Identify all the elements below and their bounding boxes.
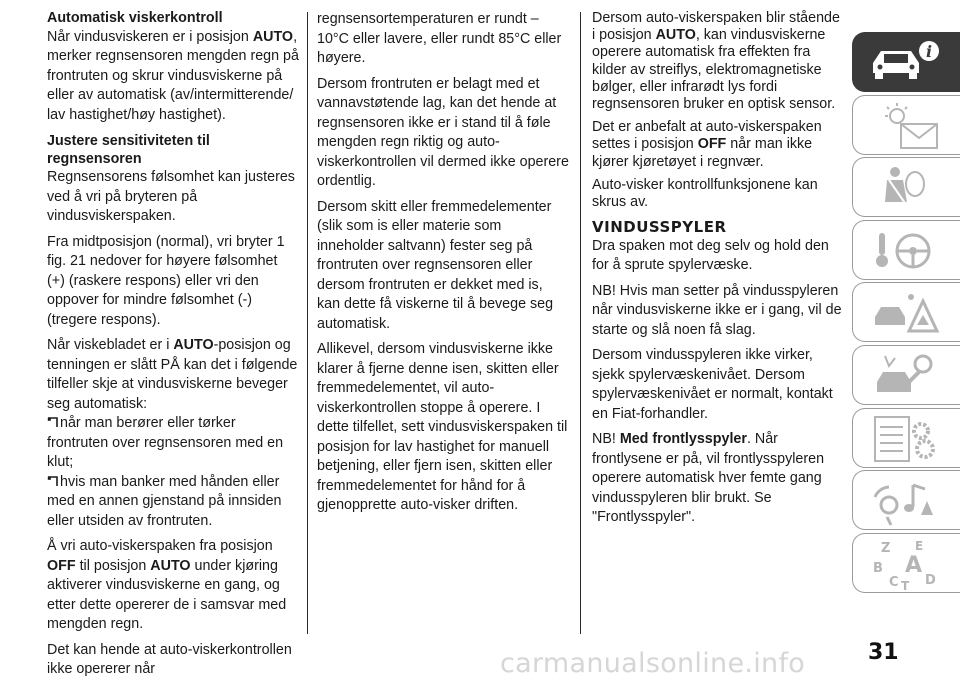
text-segment: Å vri auto-viskerspaken fra posisjon xyxy=(47,538,273,555)
bold-term-frontlysspyler: Med frontlysspyler xyxy=(619,431,747,448)
index-letter: A xyxy=(905,552,923,578)
index-icon xyxy=(865,538,945,590)
text-segment: til posisjon xyxy=(75,557,151,574)
text-segment: Når viskebladet er i xyxy=(47,337,174,354)
svg-text:i: i xyxy=(926,42,933,61)
index-letter: E xyxy=(915,538,924,553)
page-number: 31 xyxy=(868,640,899,665)
paragraph-recommend-off xyxy=(592,119,842,171)
index-letter: C xyxy=(889,574,899,590)
paragraph-auto-cases xyxy=(47,336,299,414)
text-segment: under kjøring aktiverer vindusviskerne en gang, og etter dette opererer de i samsvar med mengden regn. xyxy=(47,557,287,633)
heading-automatisk-viskerkontroll: Automatisk viskerkontroll xyxy=(47,10,223,26)
tab-car-info[interactable] xyxy=(852,32,960,92)
bullet-item xyxy=(47,473,299,532)
chapter-tabs xyxy=(852,32,960,595)
index-letter: B xyxy=(873,560,883,576)
bold-term-off: OFF xyxy=(697,136,727,153)
heading-justere-sensitivitet: Justere sensitiviteten til regnsensoren xyxy=(47,133,210,167)
watermark: carmanualsonline.info xyxy=(500,648,806,679)
tab-emergency[interactable] xyxy=(852,282,960,342)
paragraph-dirt-foreign: Dersom skitt eller fremmedelementer (slik som is eller materie som inneholder saltvann) fester seg på frontruten over regnsensoren eller dersom frontruten er dekket med is, kan dette få viskerne til å bevege seg automatisk. xyxy=(317,198,554,332)
paragraph-can-disable: Auto-visker kontrollfunksjonene kan skrus av. xyxy=(592,176,818,211)
text-segment: NB! xyxy=(592,431,620,448)
text-column-2 xyxy=(317,10,569,522)
bold-term-auto: AUTO xyxy=(173,337,214,354)
index-letter: Z xyxy=(881,540,891,556)
heading-vindusspyler: VINDUSSPYLER xyxy=(592,218,727,237)
paragraph-stray-light xyxy=(592,10,842,113)
tab-starting-driving[interactable] xyxy=(852,220,960,280)
paragraph-off-to-auto xyxy=(47,537,299,635)
paragraph-auto-intro xyxy=(47,28,299,126)
column-divider xyxy=(580,12,581,634)
tab-index[interactable] xyxy=(852,533,960,593)
text-segment: -posisjon og tenningen er slått PÅ kan det i følgende tilfeller skje at vindusviskerne beveger seg automatisk: xyxy=(47,337,298,412)
text-segment: Når vindusviskeren er i posisjon xyxy=(47,28,253,45)
bold-term-auto: AUTO xyxy=(252,28,294,45)
safety-airbag-icon xyxy=(865,162,945,214)
column-divider xyxy=(307,12,308,634)
paragraph-stop-operating: Allikevel, dersom vindusviskerne ikke klarer å fjerne denne isen, skitten eller fremmedelementet, vil auto-viskerkontrollen stoppe å operere. I dette tilfellet, sett vindusviskerspaken til posisjon for lav hastighet for manuell betjening, eller fjern isen, skitten eller fremmedelementet for hånd for å gjenopprette auto-visker driften. xyxy=(317,341,568,513)
bold-term-auto: AUTO xyxy=(150,557,191,574)
bullet-icon xyxy=(47,417,58,428)
paragraph-pull-lever: Dra spaken mot deg selv og hold den for å sprute spylervæske. xyxy=(592,237,829,274)
tab-maintenance[interactable] xyxy=(852,345,960,405)
warning-lights-icon xyxy=(865,100,945,152)
paragraph-switch-direction: Fra midtposisjon (normal), vri bryter 1 fig. 21 nedover for høyere følsomhet (+) (raskere respons) eller vri den oppover for mindre følsomhet (-) (tregere respons). xyxy=(47,233,285,328)
paragraph-headlight-washer xyxy=(592,430,842,528)
starting-driving-icon xyxy=(865,225,945,277)
paragraph-water-repellent: Dersom frontruten er belagt med et vannavstøtende lag, kan det hende at regnsensoren ikke er i stand til å føle mengden regn riktig og auto-viskerkontrollen vil dermed ikke operere ordentlig. xyxy=(317,75,569,189)
text-segment: når man ikke kjører kjøretøyet i regnvær. xyxy=(592,136,813,170)
text-segment: , merker regnsensoren mengden regn på frontruten og skrur vindusviskerne på eller av automatisk (av/intermitterende/ lav hastighet/høy hastighet). xyxy=(47,28,299,123)
text-segment: , kan vindusviskerne operere automatisk fra effekten fra kilder av streiflys, elektromagnetiske bølger, eller infrarødt lys fordi regnsensoren bruker en optisk sensor. xyxy=(592,27,836,113)
text-segment: . Når frontlysene er på, vil frontlysspyleren operere automatisk hver femte gang vindusspyleren blir brukt. Se "Frontlysspyler". xyxy=(592,431,825,526)
maintenance-icon xyxy=(865,350,945,402)
bold-term-off: OFF xyxy=(47,557,76,574)
paragraph-check-fluid: Dersom vindusspyleren ikke virker, sjekk spylervæskenivået. Dersom spylervæskenivået er normalt, kontakt en Fiat-forhandler. xyxy=(592,347,833,422)
bold-term-auto: AUTO xyxy=(655,27,696,44)
text-segment: Dersom auto-viskerspaken blir stående i posisjon xyxy=(592,10,840,44)
index-letter: T xyxy=(901,578,910,590)
emergency-icon xyxy=(865,287,945,339)
bullet-icon xyxy=(47,476,58,487)
index-letter: D xyxy=(925,572,936,588)
bullet-item xyxy=(47,414,299,473)
paragraph-temperature: regnsensortemperaturen er rundt –10°C eller lavere, eller rundt 85°C eller høyere. xyxy=(317,11,562,66)
car-info-icon xyxy=(865,37,945,89)
bullet-text: når man berører eller tørker frontruten over regnsensoren med en klut; xyxy=(47,415,284,471)
tab-warning-lights[interactable] xyxy=(852,95,960,155)
tab-multimedia[interactable] xyxy=(852,470,960,530)
text-column-3 xyxy=(592,10,842,534)
technical-data-icon xyxy=(865,413,945,465)
text-column-1 xyxy=(47,10,299,686)
text-segment: Det er anbefalt at auto-viskerspaken settes i posisjon xyxy=(592,119,822,153)
paragraph-note-washer: NB! Hvis man setter på vindusspyleren når vindusviskerne ikke er i gang, vil de starte og slå noen få slag. xyxy=(592,282,842,338)
bullet-text: hvis man banker med hånden eller med en annen gjenstand på innsiden eller utsiden av frontruten. xyxy=(47,473,282,529)
paragraph-may-not-operate: Det kan hende at auto-viskerkontrollen ikke opererer når xyxy=(47,641,292,678)
multimedia-icon xyxy=(865,475,945,527)
paragraph-sensitivity: Regnsensorens følsomhet kan justeres ved å vri på bryteren på vindusviskerspaken. xyxy=(47,169,295,225)
tab-safety[interactable] xyxy=(852,157,960,217)
tab-technical-data[interactable] xyxy=(852,408,960,468)
